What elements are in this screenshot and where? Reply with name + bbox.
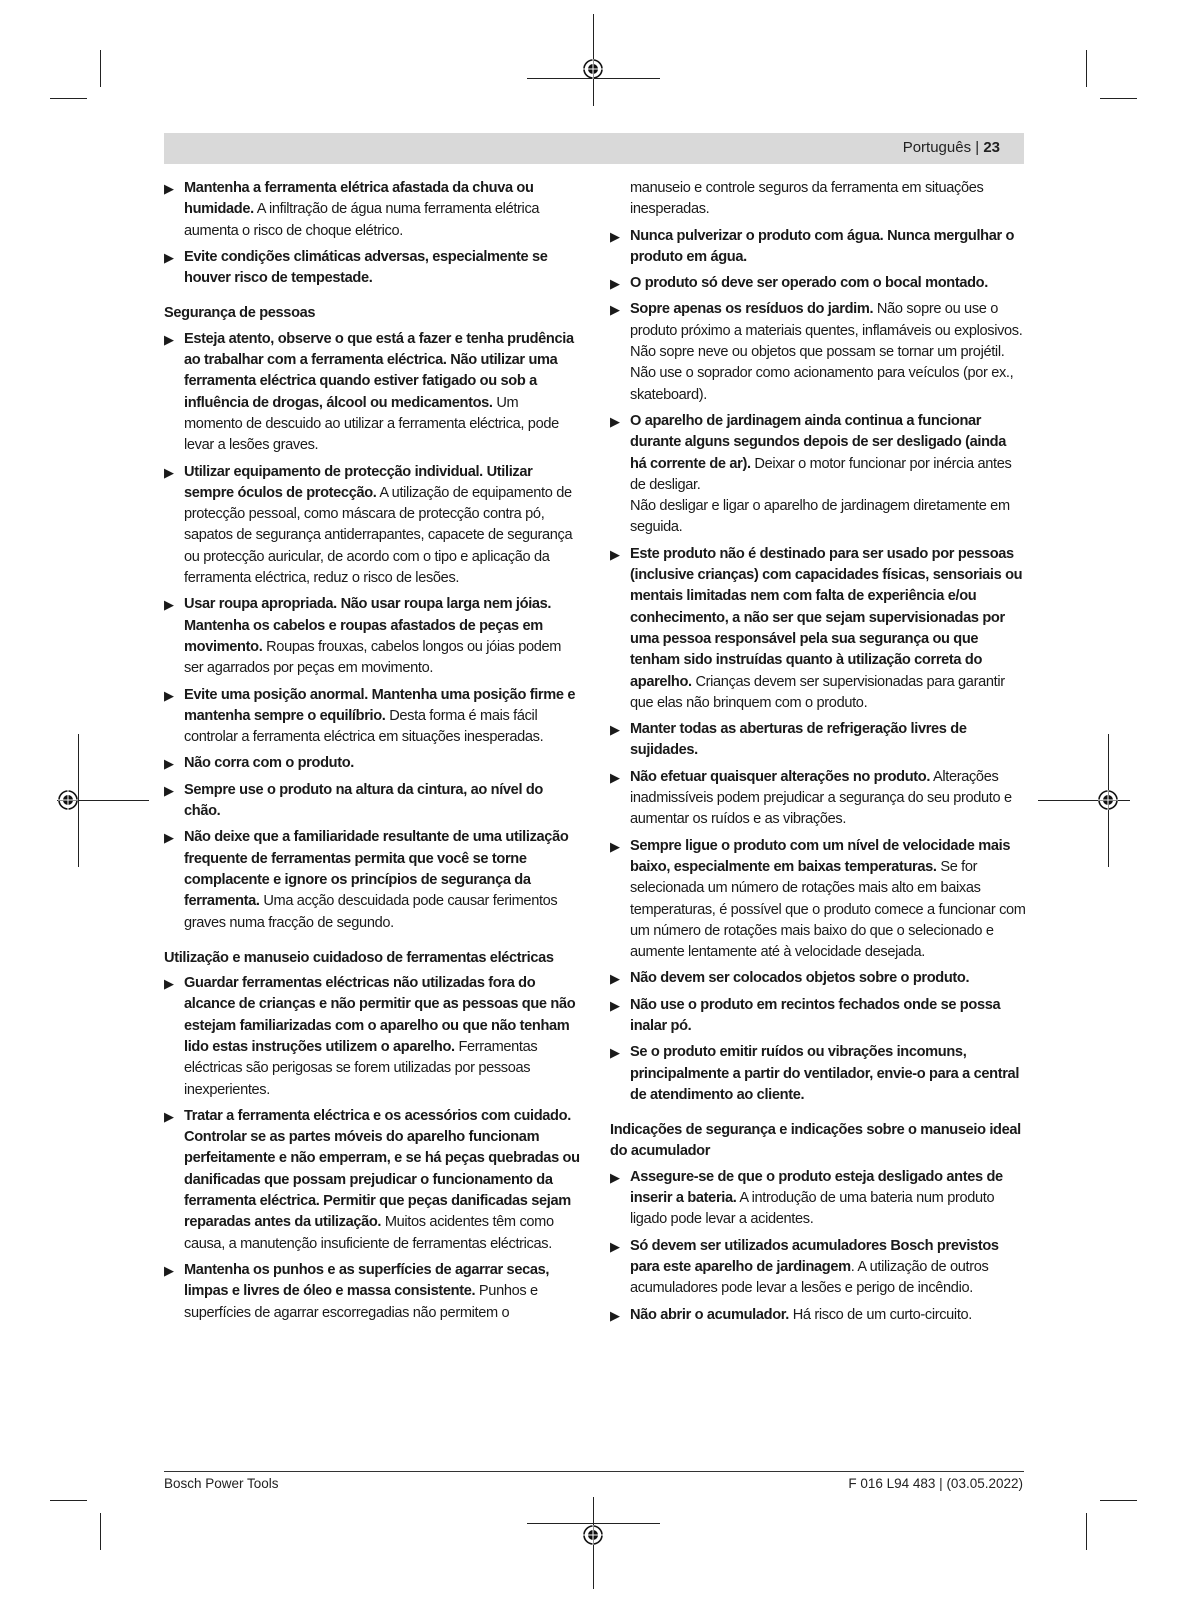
safety-item-bold: Só devem ser utilizados acumuladores Bosch previstos para este aparelho de jardinagem xyxy=(630,1237,999,1275)
safety-item-bold: Mantenha os punhos e as superfícies de agarrar secas, limpas e livres de óleo e massa consistente. xyxy=(184,1261,550,1300)
safety-item-bold: Manter todas as aberturas de refrigeração livres de sujidades. xyxy=(630,721,967,759)
section-heading: Indicações de segurança e indicações sobre o manuseio ideal do acumulador xyxy=(610,1122,1021,1160)
safety-item-bold: Este produto não é destinado para ser usado por pessoas (inclusive crianças) com capacidades físicas, sensoriais ou mentais limitadas nem com falta de experiência e/ou conhecimento, a não ser que sejam supervisionadas por uma pessoa responsável pela sua segurança ou que tenham sido instruídas quanto à utilização correta do aparelho. xyxy=(630,545,1023,690)
safety-item xyxy=(164,329,580,457)
safety-item-bold: Sempre use o produto na altura da cintura, ao nível do chão. xyxy=(184,781,543,820)
safety-item xyxy=(164,827,580,933)
registration-target-icon xyxy=(581,57,605,81)
left-column xyxy=(164,178,580,1329)
safety-item xyxy=(164,1260,580,1324)
safety-item-text: Um momento de descuido ao utilizar a ferramenta eléctrica, pode levar a lesões graves. xyxy=(184,394,559,454)
safety-item-text: Muitos acidentes têm como causa, a manutenção insuficiente de ferramentas eléctricas. xyxy=(184,1214,554,1252)
section-heading: Utilização e manuseio cuidadoso de ferramentas eléctricas xyxy=(164,949,554,966)
safety-item-bold: Assegure-se de que o produto esteja desligado antes de inserir a bateria. xyxy=(630,1168,1003,1207)
bullet-triangle-icon: ▶ xyxy=(610,769,620,785)
bullet-triangle-icon: ▶ xyxy=(610,971,620,987)
safety-item xyxy=(610,411,1026,539)
safety-item xyxy=(164,178,580,242)
safety-item-bold: Sopre apenas os resíduos do jardim. xyxy=(630,301,874,318)
bullet-triangle-icon: ▶ xyxy=(610,838,620,854)
bullet-triangle-icon: ▶ xyxy=(610,546,620,562)
safety-item xyxy=(610,968,1026,989)
safety-item-bold: Mantenha a ferramenta elétrica afastada da chuva ou humidade. xyxy=(184,180,534,218)
safety-item xyxy=(164,1106,580,1255)
continued-text: manuseio e controle seguros da ferramenta em situações inesperadas. xyxy=(630,180,984,218)
bullet-triangle-icon: ▶ xyxy=(610,413,620,429)
crop-mark xyxy=(1086,50,1087,87)
right-column xyxy=(610,178,1026,1331)
page-header-text xyxy=(903,139,1000,156)
footer-rule xyxy=(164,1471,1024,1472)
safety-item xyxy=(610,1236,1026,1300)
safety-item-bold: Não efetuar quaisquer alterações no produto. xyxy=(630,768,931,785)
safety-item xyxy=(164,247,580,290)
safety-item-bold: Não devem ser colocados objetos sobre o produto. xyxy=(630,970,970,987)
registration-target-icon xyxy=(581,1523,605,1547)
page-header xyxy=(164,133,1024,164)
bullet-triangle-icon: ▶ xyxy=(610,228,620,244)
safety-item-bold: Evite uma posição anormal. Mantenha uma posição firme e mantenha sempre o equilíbrio. xyxy=(184,686,576,724)
crop-mark xyxy=(50,98,87,99)
safety-item-bold: O produto só deve ser operado com o bocal montado. xyxy=(630,275,988,292)
safety-item-bold: Não use o produto em recintos fechados onde se possa inalar pó. xyxy=(630,996,1001,1034)
safety-item xyxy=(610,544,1026,714)
bullet-triangle-icon: ▶ xyxy=(164,1262,174,1278)
safety-item xyxy=(610,1167,1026,1231)
registration-target-icon xyxy=(56,788,80,812)
safety-item-text: Há risco de um curto-circuito. xyxy=(789,1306,972,1323)
header-separator: | xyxy=(971,139,984,156)
crop-mark xyxy=(1086,1513,1087,1550)
safety-item-bold: Guardar ferramentas eléctricas não utilizadas fora do alcance de crianças e não permitir que as pessoas que não estejam familiarizadas com o aparelho ou que não tenham lido estas instruções utilizem o aparelho. xyxy=(184,975,576,1055)
crop-mark xyxy=(100,50,101,87)
safety-item-bold: Usar roupa apropriada. Não usar roupa larga nem jóias. Mantenha os cabelos e roupas afastados de peças em movimento. xyxy=(184,596,552,655)
safety-item xyxy=(164,462,580,590)
bullet-triangle-icon: ▶ xyxy=(610,722,620,738)
safety-item xyxy=(610,273,1026,294)
safety-item-bold: Não abrir o acumulador. xyxy=(630,1306,790,1323)
safety-item-text: Crianças devem ser supervisionadas para garantir que elas não brinquem com o produto. xyxy=(630,673,1005,711)
safety-item xyxy=(164,685,580,749)
safety-item-text: . A utilização de outros acumuladores pode levar a lesões e perigo de incêndio. xyxy=(630,1258,989,1297)
safety-item-text: A introdução de uma bateria num produto ligado pode levar a acidentes. xyxy=(630,1190,995,1228)
safety-item-text: Ferramentas eléctricas são perigosas se forem utilizadas por pessoas inexperientes. xyxy=(184,1038,538,1098)
bullet-triangle-icon: ▶ xyxy=(164,687,174,703)
safety-item xyxy=(610,299,1026,405)
safety-item-text: Se for selecionada um número de rotações mais alto em baixas temperaturas, é possível que o produto comece a funcionar com um número de rotações mais baixo do que o selecionado e aumente lentamente até à velocidade desejada. xyxy=(630,858,1026,961)
safety-item-text: Não sopre ou use o produto próximo a materiais quentes, inflamáveis ou explosivos. Não sopre neve ou objetos que possam se tornar um projétil. Não use o soprador como acionamento para veículos (por ex., skateboard). xyxy=(630,301,1023,403)
safety-item xyxy=(164,594,580,679)
footer-publisher: Bosch Power Tools xyxy=(164,1476,279,1491)
footer-doc-id: F 016 L94 483 | (03.05.2022) xyxy=(848,1476,1023,1491)
bullet-triangle-icon: ▶ xyxy=(164,1108,174,1124)
registration-target-icon xyxy=(1096,788,1120,812)
page-number: 23 xyxy=(983,139,1000,156)
safety-item xyxy=(610,836,1026,964)
safety-item xyxy=(610,1042,1026,1106)
safety-item xyxy=(610,226,1026,269)
safety-item xyxy=(164,780,580,823)
safety-item xyxy=(610,719,1026,762)
crop-mark xyxy=(1100,1500,1137,1501)
safety-item-text: A utilização de equipamento de protecção pessoal, como máscara de protecção contra pó, sapatos de segurança antiderrapantes, capacete de segurança ou protecção auricular, de acordo com o tipo e aplicação da ferramenta eléctrica, reduz o risco de lesões. xyxy=(184,484,573,587)
safety-item xyxy=(610,1305,1026,1326)
safety-item xyxy=(164,973,580,1101)
header-language: Português xyxy=(902,139,972,156)
bullet-triangle-icon: ▶ xyxy=(610,1307,620,1323)
bullet-triangle-icon: ▶ xyxy=(164,782,174,798)
safety-item-text: Desta forma é mais fácil controlar a ferramenta eléctrica em situações inesperadas. xyxy=(184,707,544,746)
safety-item-text: Alterações inadmissíveis podem prejudicar a segurança do seu produto e aumentar os ruídos e as vibrações. xyxy=(630,768,1012,828)
bullet-triangle-icon: ▶ xyxy=(164,976,174,992)
safety-item-text: Punhos e superfícies de agarrar escorregadias não permitem o xyxy=(184,1283,538,1321)
bullet-triangle-icon: ▶ xyxy=(610,276,620,292)
crop-mark xyxy=(100,1513,101,1550)
safety-item-bold: Evite condições climáticas adversas, especialmente se houver risco de tempestade. xyxy=(184,248,548,287)
safety-item-bold: Utilizar equipamento de protecção individual. Utilizar sempre óculos de protecção. xyxy=(184,463,533,501)
safety-item-extra: Não desligar e ligar o aparelho de jardinagem diretamente em seguida. xyxy=(630,498,1010,536)
bullet-triangle-icon: ▶ xyxy=(610,997,620,1013)
safety-item xyxy=(610,995,1026,1038)
safety-item xyxy=(164,753,580,774)
bullet-triangle-icon: ▶ xyxy=(164,464,174,480)
safety-item-text: Roupas frouxas, cabelos longos ou jóias podem ser agarrados por peças em movimento. xyxy=(184,638,562,677)
crop-mark xyxy=(50,1500,87,1501)
safety-item-text: A infiltração de água numa ferramenta elétrica aumenta o risco de choque elétrico. xyxy=(184,201,540,239)
bullet-triangle-icon: ▶ xyxy=(164,597,174,613)
safety-item-text: Uma acção descuidada pode causar ferimentos graves numa fracção de segundo. xyxy=(184,893,558,931)
bullet-triangle-icon: ▶ xyxy=(164,249,174,265)
safety-item-bold: Não corra com o produto. xyxy=(184,755,354,772)
bullet-triangle-icon: ▶ xyxy=(164,181,174,196)
safety-item-bold: O aparelho de jardinagem ainda continua a funcionar durante alguns segundos depois de ser desligado (ainda há corrente de ar). xyxy=(630,412,1007,472)
safety-item-text: Deixar o motor funcionar por inércia antes de desligar. xyxy=(630,455,1012,493)
crop-mark xyxy=(1100,98,1137,99)
safety-item-bold: Nunca pulverizar o produto com água. Nunca mergulhar o produto em água. xyxy=(630,227,1015,265)
safety-item xyxy=(610,767,1026,831)
bullet-triangle-icon: ▶ xyxy=(610,302,620,318)
bullet-triangle-icon: ▶ xyxy=(610,1169,620,1185)
safety-item-bold: Não deixe que a familiaridade resultante de uma utilização frequente de ferramentas permita que você se torne complacente e ignore os princípios de segurança da ferramenta. xyxy=(184,829,569,910)
bullet-triangle-icon: ▶ xyxy=(610,1238,620,1254)
safety-item-bold: Sempre ligue o produto com um nível de velocidade mais baixo, especialmente em baixas temperaturas. xyxy=(630,837,1011,875)
section-heading: Segurança de pessoas xyxy=(164,305,316,322)
safety-item-bold: Se o produto emitir ruídos ou vibrações incomuns, principalmente a partir do ventilador, envie-o para a central de atendimento ao cliente. xyxy=(630,1044,1020,1103)
bullet-triangle-icon: ▶ xyxy=(610,1045,620,1061)
safety-item-bold: Esteja atento, observe o que está a fazer e tenha prudência ao trabalhar com a ferramenta eléctrica. Não utilizar uma ferramenta eléctrica quando estiver fatigado ou sob a influência de drogas, álcool ou medicamentos. xyxy=(184,330,574,411)
safety-item-bold: Tratar a ferramenta eléctrica e os acessórios com cuidado. Controlar se as partes móveis do aparelho funcionam perfeitamente e não emperram, e se há peças quebradas ou danificadas que possam prejudicar o funcionamento da ferramenta eléctrica. Permitir que peças danificadas sejam reparadas antes da utilização. xyxy=(184,1107,580,1231)
bullet-triangle-icon: ▶ xyxy=(164,830,174,846)
bullet-triangle-icon: ▶ xyxy=(164,331,174,347)
bullet-triangle-icon: ▶ xyxy=(164,756,174,772)
